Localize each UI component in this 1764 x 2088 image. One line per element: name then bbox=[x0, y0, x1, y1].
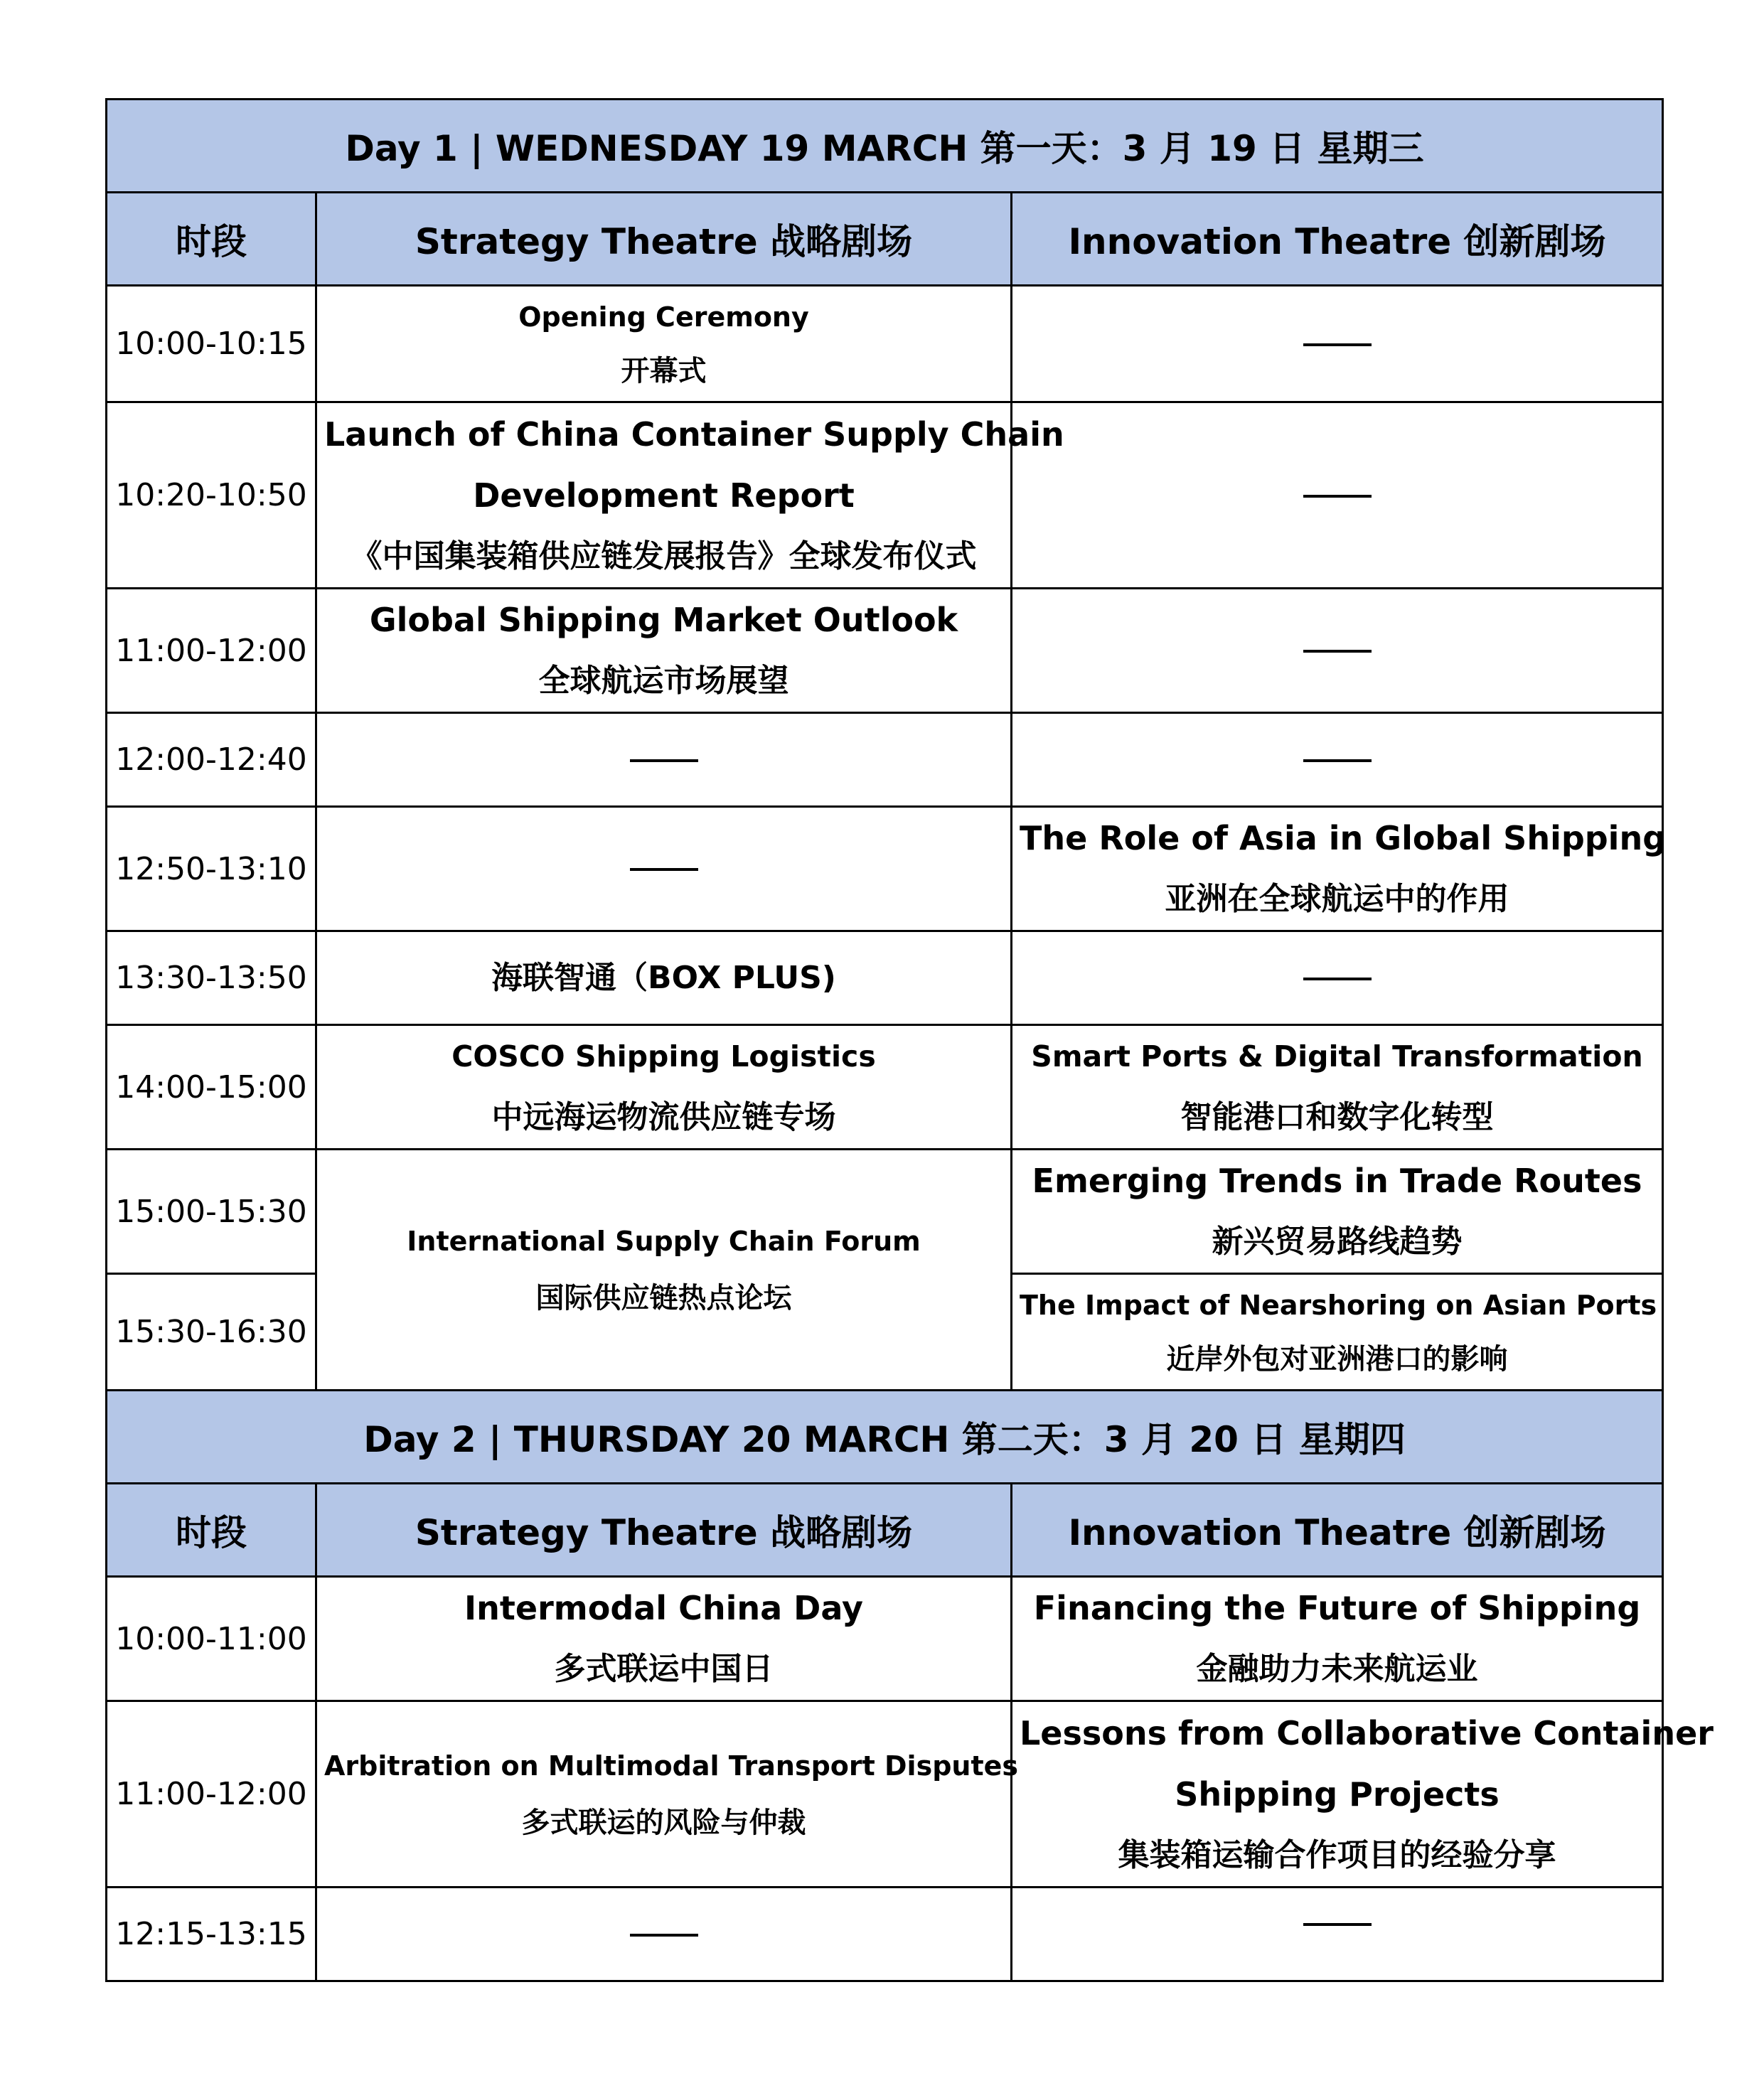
session-title-en: COSCO Shipping Logistics bbox=[451, 1039, 876, 1074]
day1-header-strategy: Strategy Theatre 战略剧场 bbox=[316, 193, 1012, 286]
empty-dash bbox=[630, 868, 698, 871]
table-row bbox=[107, 1888, 1663, 1981]
time-slot: 12:50-13:10 bbox=[107, 807, 316, 931]
session-title-cn: 《中国集装箱供应链发展报告》全球发布仪式 bbox=[351, 537, 977, 574]
session-title-en-cont: Shipping Projects bbox=[1175, 1774, 1500, 1814]
day1-header-row bbox=[107, 193, 1663, 286]
table-row bbox=[107, 286, 1663, 402]
session-title-en: The Impact of Nearshoring on Asian Ports bbox=[1020, 1289, 1657, 1321]
day2-header-time: 时段 bbox=[107, 1484, 316, 1577]
strategy-session-empty bbox=[316, 807, 1012, 931]
time-slot: 15:00-15:30 bbox=[107, 1150, 316, 1274]
session-title-en: Lessons from Collaborative Container bbox=[1020, 1713, 1714, 1752]
time-slot: 13:30-13:50 bbox=[107, 931, 316, 1025]
innovation-session-empty bbox=[1012, 589, 1663, 713]
empty-dash bbox=[1303, 1923, 1372, 1926]
innovation-session bbox=[1012, 1025, 1663, 1150]
strategy-session bbox=[316, 1701, 1019, 1888]
table-row bbox=[107, 1577, 1663, 1701]
strategy-session bbox=[316, 402, 1064, 589]
session-title-cn: 国际供应链热点论坛 bbox=[535, 1282, 792, 1315]
empty-dash bbox=[1303, 759, 1372, 762]
strategy-session-empty bbox=[316, 713, 1012, 807]
time-slot: 11:00-12:00 bbox=[107, 589, 316, 713]
innovation-session-empty bbox=[1012, 402, 1663, 589]
strategy-session bbox=[316, 286, 1012, 402]
strategy-session bbox=[316, 589, 1012, 713]
session-title-cn: 新兴贸易路线趋势 bbox=[1212, 1224, 1463, 1260]
session-title-en: Financing the Future of Shipping bbox=[1033, 1589, 1641, 1627]
session-title-cn: 集装箱运输合作项目的经验分享 bbox=[1118, 1836, 1556, 1873]
time-slot: 11:00-12:00 bbox=[107, 1701, 316, 1888]
session-title-en: International Supply Chain Forum bbox=[407, 1226, 921, 1257]
table-row bbox=[107, 402, 1663, 589]
table-row bbox=[107, 1701, 1663, 1888]
innovation-session bbox=[1012, 1150, 1663, 1274]
empty-dash bbox=[1303, 650, 1372, 653]
session-title-en: Intermodal China Day bbox=[464, 1589, 863, 1627]
innovation-session bbox=[1012, 1701, 1714, 1888]
session-title-en: Smart Ports & Digital Transformation bbox=[1031, 1039, 1643, 1074]
session-title-en: Launch of China Container Supply Chain bbox=[324, 414, 1064, 454]
table-row bbox=[107, 931, 1663, 1025]
session-title-cn: 多式联运中国日 bbox=[554, 1651, 774, 1687]
session-title-cn: 多式联运的风险与仲裁 bbox=[521, 1806, 806, 1839]
day2-title: Day 2 | THURSDAY 20 MARCH 第二天：3 月 20 日 星期四 bbox=[107, 1391, 1663, 1484]
time-slot: 12:00-12:40 bbox=[107, 713, 316, 807]
day2-title-row bbox=[107, 1391, 1663, 1484]
time-slot: 12:15-13:15 bbox=[107, 1888, 316, 1981]
day1-title: Day 1 | WEDNESDAY 19 MARCH 第一天：3 月 19 日 星期三 bbox=[107, 100, 1663, 193]
session-title-en-cont: Development Report bbox=[473, 476, 855, 515]
time-slot: 15:30-16:30 bbox=[107, 1274, 316, 1391]
strategy-session bbox=[316, 931, 1012, 1025]
table-row bbox=[107, 713, 1663, 807]
day1-header-time: 时段 bbox=[107, 193, 316, 286]
innovation-session-empty bbox=[1012, 931, 1663, 1025]
session-title-cn: 开幕式 bbox=[621, 354, 707, 387]
agenda-table bbox=[105, 98, 1714, 1982]
session-title-en: Global Shipping Market Outlook bbox=[369, 601, 958, 639]
day1-title-row bbox=[107, 100, 1663, 193]
day2-header-innovation: Innovation Theatre 创新剧场 bbox=[1012, 1484, 1663, 1577]
agenda-sheet bbox=[105, 98, 1714, 1982]
empty-dash bbox=[1303, 978, 1372, 980]
session-title-cn: 智能港口和数字化转型 bbox=[1180, 1099, 1494, 1135]
time-slot: 10:00-11:00 bbox=[107, 1577, 316, 1701]
session-title-cn: 近岸外包对亚洲港口的影响 bbox=[1166, 1342, 1508, 1376]
innovation-session bbox=[1012, 1577, 1663, 1701]
table-row bbox=[107, 589, 1663, 713]
session-title-cn: 全球航运市场展望 bbox=[538, 663, 789, 699]
empty-dash bbox=[1303, 495, 1372, 498]
session-title-en: Arbitration on Multimodal Transport Disputes bbox=[324, 1750, 1019, 1782]
day1-header-innovation: Innovation Theatre 创新剧场 bbox=[1012, 193, 1663, 286]
innovation-session bbox=[1012, 807, 1667, 931]
innovation-session-empty bbox=[1012, 1888, 1663, 1981]
session-title-cn: 亚洲在全球航运中的作用 bbox=[1165, 881, 1509, 917]
session-title-en: Opening Ceremony bbox=[518, 301, 809, 333]
time-slot: 10:00-10:15 bbox=[107, 286, 316, 402]
table-row bbox=[107, 1025, 1663, 1150]
table-row bbox=[107, 1150, 1663, 1274]
session-title-cn: 中远海运物流供应链专场 bbox=[491, 1099, 836, 1135]
day2-header-strategy: Strategy Theatre 战略剧场 bbox=[316, 1484, 1012, 1577]
strategy-session bbox=[316, 1577, 1012, 1701]
innovation-session bbox=[1012, 1274, 1663, 1391]
innovation-session-empty bbox=[1012, 713, 1663, 807]
time-slot: 10:20-10:50 bbox=[107, 402, 316, 589]
strategy-session-empty bbox=[316, 1888, 1012, 1981]
session-title-cn: 金融助力未来航运业 bbox=[1196, 1651, 1478, 1687]
empty-dash bbox=[1303, 343, 1372, 346]
table-row bbox=[107, 807, 1663, 931]
innovation-session-empty bbox=[1012, 286, 1663, 402]
empty-dash bbox=[630, 1934, 698, 1937]
strategy-session bbox=[316, 1150, 1012, 1391]
empty-dash bbox=[630, 759, 698, 762]
session-title-en: The Role of Asia in Global Shipping bbox=[1020, 819, 1667, 857]
session-title-en: Emerging Trends in Trade Routes bbox=[1032, 1162, 1642, 1200]
session-title: 海联智通（BOX PLUS) bbox=[491, 959, 836, 996]
day2-header-row bbox=[107, 1484, 1663, 1577]
strategy-session bbox=[316, 1025, 1012, 1150]
time-slot: 14:00-15:00 bbox=[107, 1025, 316, 1150]
